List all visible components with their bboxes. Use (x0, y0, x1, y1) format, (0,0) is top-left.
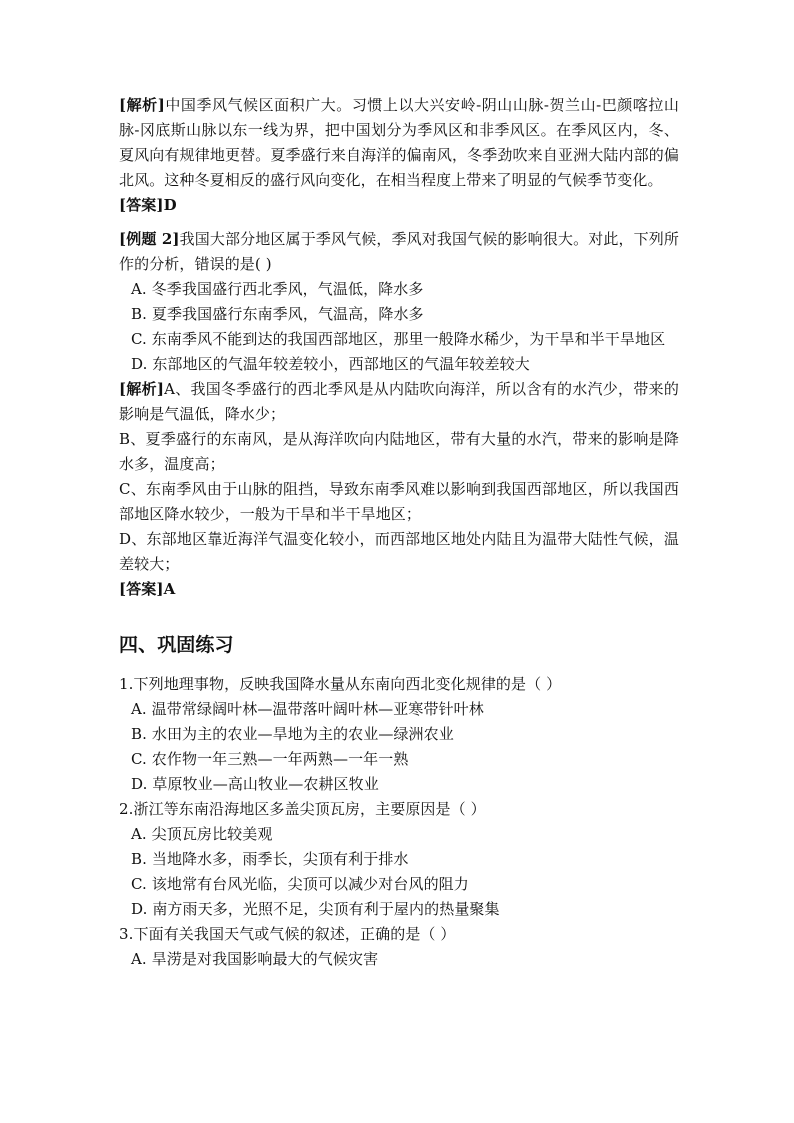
example-2-option-c: C. 东南季风不能到达的我国西部地区，那里一般降水稀少，为干旱和半干旱地区 (131, 330, 666, 348)
analysis-text-a: A、我国冬季盛行的西北季风是从内陆吹向海洋，所以含有的水汽少，带来的影响是气温低，降水少； (119, 380, 679, 423)
question-1-option-b: B. 水田为主的农业—旱地为主的农业—绿洲农业 (131, 725, 454, 743)
question-3-option-a: A. 旱涝是对我国影响最大的气候灾害 (131, 950, 379, 968)
example-2-stem (119, 227, 679, 277)
example-label: [例题 2] (119, 230, 180, 248)
document-content (119, 93, 679, 972)
analysis-paragraph-1 (119, 93, 679, 193)
analysis-line-c: C、东南季风由于山脉的阻挡，导致东南季风难以影响到我国西部地区，所以我国西部地区降水较少，一般为干旱和半干旱地区； (119, 480, 679, 523)
example-2-option-d: D. 东部地区的气温年较差较小，西部地区的气温年较差较大 (131, 355, 530, 373)
question-1-option-a: A. 温带常绿阔叶林—温带落叶阔叶林—亚寒带针叶林 (131, 700, 484, 718)
example-2-option-b: B. 夏季我国盛行东南季风，气温高，降水多 (131, 305, 424, 323)
analysis-text: 中国季风气候区面积广大。习惯上以大兴安岭-阴山山脉-贺兰山-巴颜喀拉山脉-冈底斯山脉以东一线为界，把中国划分为季风区和非季风区。在季风区内，冬、夏风向有规律地更替。夏季盛行来自海洋的偏南风，冬季劲吹来自亚洲大陆内部的偏北风。这种冬夏相反的盛行风向变化，在相当程度上带来了明显的气候季节变化。 (119, 96, 679, 189)
analysis-line-b: B、夏季盛行的东南风，是从海洋吹向内陆地区，带有大量的水汽，带来的影响是降水多，温度高； (119, 430, 679, 473)
question-1-option-d: D. 草原牧业—高山牧业—农耕区牧业 (131, 775, 379, 793)
analysis-line-d: D、东部地区靠近海洋气温变化较小，而西部地区地处内陆且为温带大陆性气候，温差较大； (119, 530, 679, 573)
question-2-option-b: B. 当地降水多，雨季长，尖顶有利于排水 (131, 850, 409, 868)
example-2-option-a: A. 冬季我国盛行西北季风，气温低，降水多 (131, 280, 424, 298)
example-stem-text: 我国大部分地区属于季风气候，季风对我国气候的影响很大。对此，下列所作的分析，错误的是( ) (119, 230, 679, 273)
answer-2: [答案]A (119, 580, 176, 598)
section-title: 四、巩固练习 (119, 634, 234, 656)
answer-1: [答案]D (119, 196, 177, 214)
question-1-option-c: C. 农作物一年三熟—一年两熟—一年一熟 (131, 750, 409, 768)
question-3-stem: 3.下面有关我国天气或气候的叙述，正确的是（ ） (119, 925, 456, 943)
question-2-option-d: D. 南方雨天多，光照不足，尖顶有利于屋内的热量聚集 (131, 900, 500, 918)
question-2-stem: 2.浙江等东南沿海地区多盖尖顶瓦房，主要原因是（ ） (119, 800, 486, 818)
analysis-line-a (119, 377, 679, 427)
analysis-label: [解析] (119, 380, 165, 398)
question-2-option-a: A. 尖顶瓦房比较美观 (131, 825, 273, 843)
question-1-stem: 1.下列地理事物，反映我国降水量从东南向西北变化规律的是（ ） (119, 675, 562, 693)
analysis-label: [解析] (119, 96, 165, 114)
question-2-option-c: C. 该地常有台风光临，尖顶可以减少对台风的阻力 (131, 875, 469, 893)
